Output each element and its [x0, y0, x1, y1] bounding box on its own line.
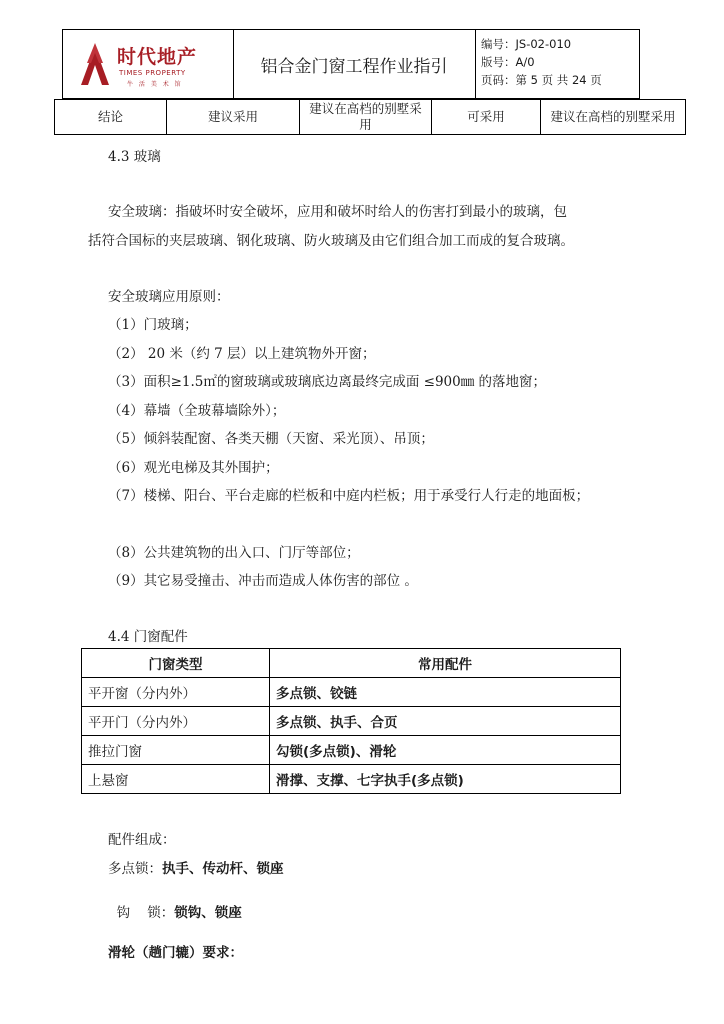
logo-cn-text: 时代地产 [117, 46, 198, 68]
principle-item: （4）幕墙（全玻幕墙除外）； [108, 403, 286, 419]
principle-item: （2） 20 米（约 7 层）以上建筑物外开窗； [108, 346, 376, 362]
multi-lock-label: 多点锁： [108, 861, 162, 877]
principles-title: 安全玻璃应用原则： [108, 289, 230, 305]
document-header [62, 29, 640, 99]
conclusion-cell: 建议采用 [167, 100, 300, 134]
conclusion-cell: 结论 [55, 100, 167, 134]
logo-mark-icon [77, 41, 113, 87]
document-code: 编号：JS-02-010 [481, 37, 572, 51]
principle-item: （7）楼梯、阳台、平台走廊的栏板和中庭内栏板；用于承受行人行走的地面板； [108, 488, 590, 504]
principle-item: （3）面积≥1.5㎡的窗玻璃或玻璃底边离最终完成面 ≤900㎜ 的落地窗； [108, 374, 547, 390]
paragraph-line: 括符合国标的夹层玻璃、钢化玻璃、防火玻璃及由它们组合加工而成的复合玻璃。 [88, 233, 574, 249]
section-heading: 4.3 玻璃 [108, 149, 161, 165]
table-header-row [82, 649, 621, 678]
fittings-cell: 滑撑、支撑、七字执手(多点锁) [270, 765, 621, 794]
hook-lock-label: 钩 锁： [116, 905, 175, 921]
window-type-cell: 上悬窗 [82, 765, 270, 794]
section-heading: 4.4 门窗配件 [108, 629, 188, 645]
paragraph-line: 安全玻璃：指破坏时安全破坏，应用和破坏时给人的伤害打到最小的玻璃，包 [108, 204, 567, 220]
fittings-cell: 多点锁、执手、合页 [270, 707, 621, 736]
principle-item: （1）门玻璃； [108, 317, 198, 333]
multi-lock-line [108, 857, 284, 877]
multi-lock-value: 执手、传动杆、锁座 [162, 861, 284, 877]
table-row [82, 765, 621, 794]
principle-item: （6）观光电梯及其外围护； [108, 460, 279, 476]
window-type-cell: 平开窗（分内外） [82, 678, 270, 707]
fittings-table [81, 648, 621, 794]
principle-item: （5）倾斜装配窗、各类天棚（天窗、采光顶）、吊顶； [108, 431, 434, 447]
hook-lock-line [108, 885, 242, 921]
logo-en-text: TIMES PROPERTY [119, 69, 186, 77]
fittings-cell: 多点锁、铰链 [270, 678, 621, 707]
window-type-cell: 推拉门窗 [82, 736, 270, 765]
document-version: 版号：A/0 [481, 55, 535, 69]
table-header-cell: 常用配件 [270, 649, 621, 678]
table-row [82, 736, 621, 765]
composition-title: 配件组成： [108, 832, 176, 848]
fittings-cell: 勾锁(多点锁)、滑轮 [270, 736, 621, 765]
table-header-cell: 门窗类型 [82, 649, 270, 678]
conclusion-cell: 可采用 [432, 100, 541, 134]
logo-slogan-text: 牛 活 美 术 馆 [127, 81, 183, 88]
window-type-cell: 平开门（分内外） [82, 707, 270, 736]
hook-lock-value: 锁钩、锁座 [174, 905, 242, 921]
table-row [82, 678, 621, 707]
principle-item: （8）公共建筑物的出入口、门厅等部位； [108, 545, 360, 561]
conclusion-row [54, 99, 686, 135]
principle-item: （9）其它易受撞击、冲击而造成人体伤害的部位 。 [108, 573, 418, 589]
page-number: 页码：第 5 页 共 24 页 [481, 73, 602, 87]
company-logo [77, 39, 227, 91]
conclusion-cell: 建议在高档的别墅采用 [300, 100, 432, 134]
document-title: 铝合金门窗工程作业指引 [260, 56, 448, 77]
conclusion-cell: 建议在高档的别墅采用 [550, 109, 676, 124]
pulley-requirement-heading: 滑轮（趟门辘）要求： [108, 945, 243, 961]
table-row [82, 707, 621, 736]
